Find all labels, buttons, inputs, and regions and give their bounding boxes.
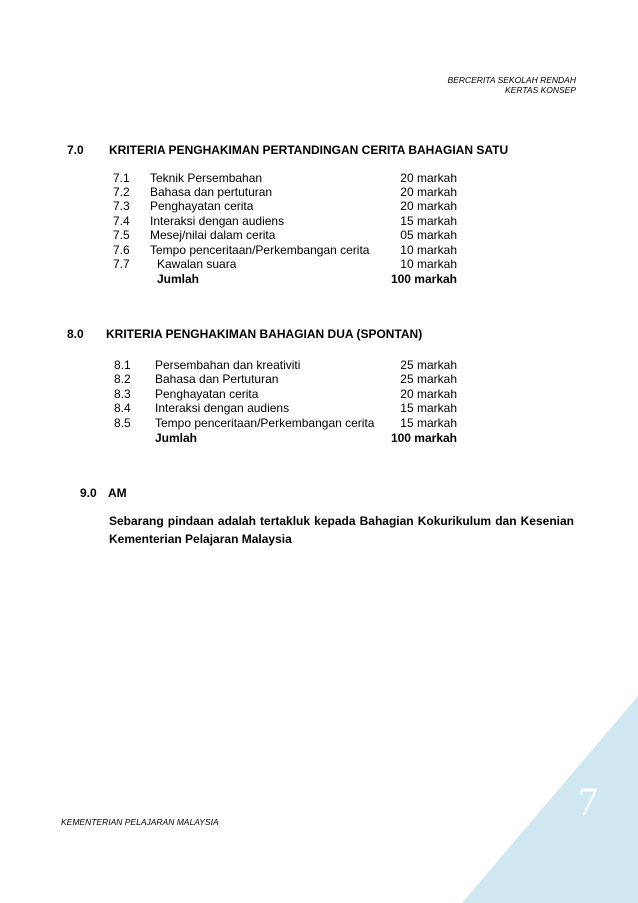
item-marks: 10 markah [400,243,457,257]
item-number: 7.1 [113,171,130,185]
item-label: Kawalan suara [157,257,237,271]
item-marks: 05 markah [400,228,457,242]
section-8-heading [67,327,422,341]
item-label: Teknik Persembahan [150,171,263,185]
total-marks: 100 markah [390,431,457,445]
item-label: Penghayatan cerita [155,387,259,401]
item-marks: 10 markah [400,257,457,271]
section-9-paragraph: Sebarang pindaan adalah tertakluk kepada Bahagian Kokurikulum dan Kesenian Kementerian Pelajaran Malaysia [109,514,574,546]
item-marks: 20 markah [400,199,457,213]
item-marks: 15 markah [400,401,457,415]
item-marks: 20 markah [400,387,457,401]
page-number: 7 [578,779,598,824]
item-marks: 15 markah [400,214,457,228]
item-marks: 25 markah [400,372,457,386]
item-marks: 25 markah [400,358,457,372]
item-marks: 20 markah [400,171,457,185]
item-label: Penghayatan cerita [150,199,254,213]
item-number: 7.7 [113,257,130,271]
item-number: 7.5 [113,228,130,242]
item-label: Interaksi dengan audiens [150,214,285,228]
item-number: 7.4 [113,214,130,228]
item-number: 8.1 [114,358,131,372]
item-label: Interaksi dengan audiens [155,401,290,415]
section-8-title: KRITERIA PENGHAKIMAN BAHAGIAN DUA (SPONTAN) [106,327,423,341]
section-9-title: AM [108,486,127,500]
item-label: Tempo penceritaan/Perkembangan cerita [155,416,375,430]
document-header [448,75,576,95]
item-number: 7.2 [113,185,130,199]
total-marks: 100 markah [390,272,457,286]
item-number: 8.3 [114,387,131,401]
header-line-2: KERTAS KONSEP [504,85,576,95]
item-label: Mesej/nilai dalam cerita [150,228,276,242]
item-number: 8.4 [114,401,131,415]
item-number: 7.6 [113,243,130,257]
item-number: 8.2 [114,372,131,386]
item-label: Tempo penceritaan/Perkembangan cerita [150,243,370,257]
section-7-title: KRITERIA PENGHAKIMAN PERTANDINGAN CERITA BAHAGIAN SATU [109,143,509,157]
section-8-number: 8.0 [67,327,84,341]
total-label: Jumlah [157,272,200,286]
total-label: Jumlah [155,431,198,445]
section-7-heading [67,143,508,157]
item-number: 8.5 [114,416,131,430]
header-line-1: BERCERITA SEKOLAH RENDAH [447,75,576,85]
item-label: Persembahan dan kreativiti [155,358,301,372]
footer-text: KEMENTERIAN PELAJARAN MALAYSIA [61,817,219,827]
item-label: Bahasa dan pertuturan [150,185,273,199]
item-marks: 20 markah [400,185,457,199]
section-7-number: 7.0 [67,143,84,157]
section-9-heading [80,486,127,500]
item-marks: 15 markah [400,416,457,430]
item-number: 7.3 [113,199,130,213]
section-9-number: 9.0 [80,486,97,500]
item-label: Bahasa dan Pertuturan [155,372,279,386]
